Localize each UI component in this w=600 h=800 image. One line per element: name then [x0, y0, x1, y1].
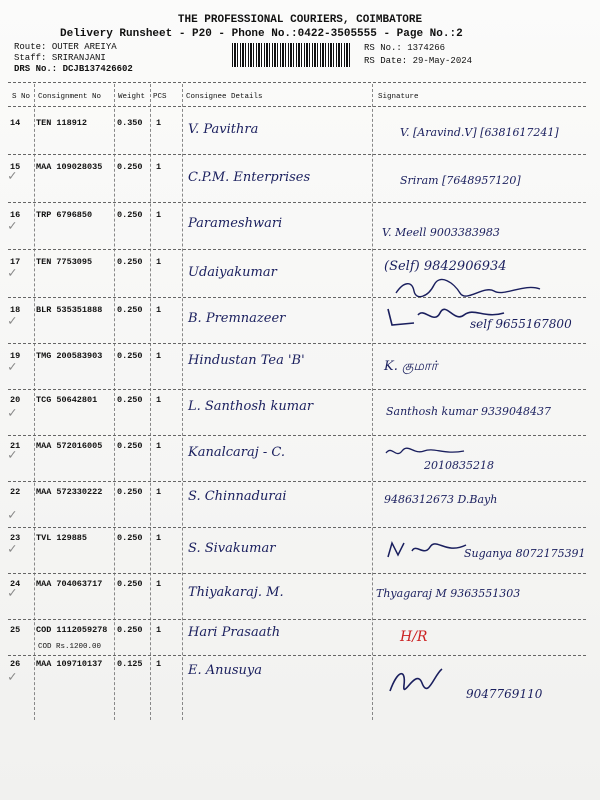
row-weight: 0.250: [117, 441, 143, 451]
consignee-name: V. Pavithra: [188, 122, 259, 137]
row-sno: 20: [10, 395, 21, 405]
check-mark-icon: ✓: [8, 508, 17, 524]
route-line: [14, 42, 117, 52]
col-header-sno: S No: [12, 93, 31, 101]
row-consignment-no: COD 1112059278: [36, 625, 108, 635]
signature: self 9655167800: [470, 317, 572, 331]
check-mark-icon: ✓: [8, 448, 17, 464]
table-row: [0, 575, 600, 621]
row-pcs: 1: [156, 579, 162, 589]
consignee-name: Udaiyakumar: [188, 265, 277, 280]
row-consignment-no: TRP 6796850: [36, 210, 93, 220]
row-weight: 0.250: [117, 351, 143, 361]
check-mark-icon: ✓: [8, 542, 17, 558]
check-mark-icon: ✓: [8, 406, 17, 422]
route-value: OUTER AREIYA: [51, 42, 117, 52]
row-sno: 16: [10, 210, 21, 220]
row-weight: 0.250: [117, 305, 143, 315]
col-header-weight: Weight: [118, 93, 146, 101]
row-pcs: 1: [156, 441, 162, 451]
consignee-name: Thiyakaraj. M.: [188, 585, 284, 600]
row-sno: 19: [10, 351, 21, 361]
consignee-name: Hindustan Tea 'B': [188, 353, 305, 368]
row-weight: 0.250: [117, 257, 143, 267]
signature: V. Meell 9003383983: [382, 226, 500, 239]
consignee-name: S. Sivakumar: [188, 541, 276, 556]
row-weight: 0.350: [117, 118, 143, 128]
row-consignment-no: MAA 572330222: [36, 487, 103, 497]
consignee-name: Parameshwari: [188, 216, 283, 231]
table-row: [0, 437, 600, 483]
signature: K. குமார்: [384, 359, 438, 374]
row-divider: [8, 527, 586, 528]
table-row: [0, 299, 600, 345]
row-consignment-no: MAA 109028035: [36, 162, 103, 172]
rs-date-value: 29-May-2024: [412, 56, 473, 66]
signature: 9486312673 D.Bayh: [384, 493, 498, 506]
consignee-name: S. Chinnadurai: [188, 489, 287, 504]
row-divider: [8, 435, 586, 436]
row-pcs: 1: [156, 487, 162, 497]
row-consignment-no: TEN 118912: [36, 118, 88, 128]
consignee-name: E. Anusuya: [188, 663, 263, 678]
row-pcs: 1: [156, 118, 162, 128]
row-pcs: 1: [156, 659, 162, 669]
row-divider: [8, 619, 586, 620]
signature-scribble: [386, 539, 476, 561]
consignee-name: Hari Prasaath: [188, 625, 281, 640]
row-consignment-no: BLR 535351888: [36, 305, 103, 315]
row-pcs: 1: [156, 210, 162, 220]
check-mark-icon: ✓: [8, 670, 17, 686]
staff-line: [14, 53, 106, 63]
row-sno: 24: [10, 579, 21, 589]
header-divider: [8, 82, 586, 83]
row-divider: [8, 655, 586, 656]
row-weight: 0.250: [117, 487, 143, 497]
signature-scribble: [386, 665, 446, 695]
check-mark-icon: ✓: [8, 586, 17, 602]
row-sno: 17: [10, 257, 21, 267]
row-sno: 25: [10, 625, 21, 635]
rs-value: 1374266: [407, 43, 446, 53]
signature: 9047769110: [466, 687, 543, 701]
signature-scribble: [394, 279, 544, 299]
row-sno: 26: [10, 659, 21, 669]
staff-label: Staff:: [14, 53, 47, 63]
drs-line: [14, 64, 133, 74]
table-row: [0, 391, 600, 437]
table-row: [0, 483, 600, 529]
check-mark-icon: ✓: [8, 219, 17, 235]
cod-amount: COD Rs.1200.00: [38, 643, 102, 651]
rs-date-label: RS Date:: [364, 56, 408, 66]
company-title: THE PROFESSIONAL COURIERS, COIMBATORE: [177, 14, 423, 26]
row-divider: [8, 154, 586, 155]
check-mark-icon: ✓: [8, 360, 17, 376]
signature-scribble: [384, 445, 484, 459]
row-pcs: 1: [156, 305, 162, 315]
row-divider: [8, 573, 586, 574]
row-sno: 22: [10, 487, 21, 497]
check-mark-icon: ✓: [8, 266, 17, 282]
row-pcs: 1: [156, 625, 162, 635]
row-pcs: 1: [156, 351, 162, 361]
consignee-name: C.P.M. Enterprises: [188, 170, 311, 185]
table-row: [0, 108, 600, 154]
row-consignment-no: MAA 704063717: [36, 579, 103, 589]
row-consignment-no: TVL 129885: [36, 533, 88, 543]
row-sno: 14: [10, 118, 21, 128]
table-row: [0, 657, 600, 703]
rs-date-line: [364, 56, 472, 66]
table-row: [0, 251, 600, 297]
check-mark-icon: ✓: [8, 314, 17, 330]
row-consignment-no: TEN 7753095: [36, 257, 93, 267]
row-sno: 23: [10, 533, 21, 543]
row-weight: 0.250: [117, 625, 143, 635]
route-label: Route:: [14, 42, 47, 52]
row-divider: [8, 249, 586, 250]
row-consignment-no: MAA 109710137: [36, 659, 103, 669]
row-sno: 21: [10, 441, 21, 451]
row-weight: 0.125: [117, 659, 143, 669]
signature: V. [Aravind.V] [6381617241]: [400, 126, 559, 139]
row-pcs: 1: [156, 533, 162, 543]
consignee-name: Kanalcaraj - C.: [188, 445, 286, 460]
barcode: [232, 43, 350, 67]
column-header-divider: [8, 106, 586, 107]
row-divider: [8, 343, 586, 344]
row-pcs: 1: [156, 395, 162, 405]
signature: Suganya 8072175391: [464, 547, 586, 560]
col-header-pcs: PCS: [153, 93, 167, 101]
row-divider: [8, 481, 586, 482]
runsheet-subtitle: Delivery Runsheet - P20 - Phone No.:0422-3505555 - Page No.:2: [60, 28, 463, 40]
table-row: [0, 529, 600, 575]
col-header-consignee: Consignee Details: [186, 93, 263, 101]
staff-value: SRIRANJANI: [51, 53, 106, 63]
row-consignment-no: TMG 200583903: [36, 351, 103, 361]
row-sno: 15: [10, 162, 21, 172]
col-header-signature: Signature: [378, 93, 419, 101]
table-row: [0, 156, 600, 202]
signature: (Self) 9842906934: [384, 259, 507, 274]
signature: H/R: [400, 629, 428, 645]
row-weight: 0.250: [117, 533, 143, 543]
col-header-consignment: Consignment No: [38, 93, 102, 101]
consignee-name: B. Premnazeer: [188, 311, 286, 326]
signature: Thyagaraj M 9363551303: [376, 587, 521, 600]
row-weight: 0.250: [117, 395, 143, 405]
table-row: [0, 345, 600, 391]
row-pcs: 1: [156, 162, 162, 172]
check-mark-icon: ✓: [8, 169, 17, 185]
consignee-name: L. Santhosh kumar: [188, 399, 314, 414]
row-weight: 0.250: [117, 162, 143, 172]
row-divider: [8, 202, 586, 203]
row-divider: [8, 297, 586, 298]
drs-label: DRS No.:: [14, 64, 58, 74]
row-consignment-no: TCG 50642801: [36, 395, 98, 405]
row-consignment-no: MAA 572016005: [36, 441, 103, 451]
signature: Sriram [7648957120]: [400, 174, 521, 187]
signature: Santhosh kumar 9339048437: [386, 405, 552, 418]
row-weight: 0.250: [117, 210, 143, 220]
row-pcs: 1: [156, 257, 162, 267]
row-divider: [8, 389, 586, 390]
rs-label: RS No.:: [364, 43, 402, 53]
drs-value: DCJB137426602: [62, 64, 133, 74]
table-row: [0, 204, 600, 250]
row-weight: 0.250: [117, 579, 143, 589]
rs-number-line: [364, 43, 445, 53]
row-sno: 18: [10, 305, 21, 315]
signature: 2010835218: [424, 459, 494, 472]
